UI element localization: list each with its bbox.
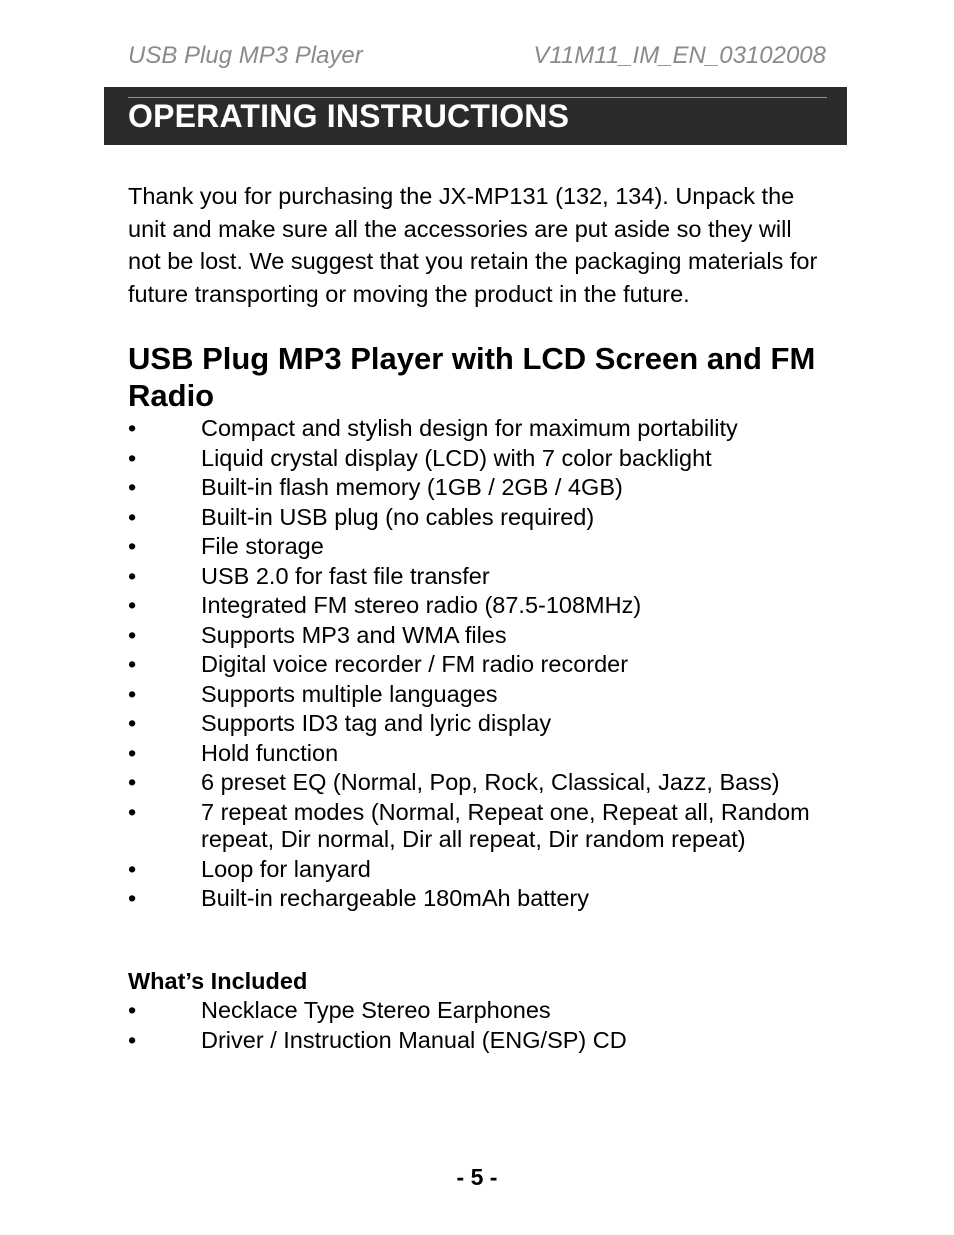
list-item (128, 622, 828, 650)
list-item-text: Built-in flash memory (1GB / 2GB / 4GB) (201, 474, 623, 500)
bullet-icon: • (128, 562, 137, 589)
list-item-text: Compact and stylish design for maximum portability (201, 415, 738, 441)
list-item-text: Loop for lanyard (201, 855, 371, 882)
list-item-text: Supports MP3 and WMA files (201, 621, 507, 648)
included-title: What’s Included (128, 968, 308, 994)
included-list (128, 997, 828, 1056)
list-item-text: Built-in USB plug (no cables required) (201, 503, 595, 530)
bullet-icon: • (128, 798, 137, 825)
list-item-text: Hold function (201, 739, 339, 766)
bullet-icon: • (128, 592, 137, 618)
list-item-text: Digital voice recorder / FM radio recorder (201, 651, 629, 677)
list-item (128, 533, 828, 561)
bullet-icon: • (128, 710, 137, 736)
feature-list (128, 415, 828, 915)
list-item (128, 769, 828, 797)
list-item (128, 885, 828, 913)
bullet-icon: • (128, 444, 137, 471)
list-item-text: Liquid crystal display (LCD) with 7 color backlight (201, 444, 712, 471)
intro-paragraph: Thank you for purchasing the JX-MP131 (132, 134). Unpack the unit and make sure all the accessories are put aside so they will not be lost. We suggest that you retain the packaging materials for future transporting or moving the product in the future. (128, 183, 818, 307)
list-item-text: 6 preset EQ (Normal, Pop, Rock, Classical, Jazz, Bass) (201, 769, 780, 795)
list-item-text: Driver / Instruction Manual (ENG/SP) CD (201, 1026, 627, 1053)
list-item-text: Supports ID3 tag and lyric display (201, 710, 552, 736)
bullet-icon: • (128, 474, 137, 500)
list-item (128, 681, 828, 709)
banner-title: OPERATING INSTRUCTIONS (128, 98, 570, 134)
list-item (128, 1027, 828, 1055)
page-number: - 5 - (456, 1164, 498, 1190)
bullet-icon: • (128, 651, 137, 677)
list-item (128, 710, 828, 738)
bullet-icon: • (128, 739, 137, 766)
list-item (128, 997, 828, 1025)
bullet-icon: • (128, 885, 137, 911)
list-item-text: Integrated FM stereo radio (87.5-108MHz) (201, 592, 642, 618)
bullet-icon: • (128, 769, 137, 795)
list-item (128, 415, 828, 443)
list-item-text: Necklace Type Stereo Earphones (201, 997, 551, 1023)
list-item (128, 799, 828, 854)
header-product-name: USB Plug MP3 Player (128, 42, 363, 69)
list-item (128, 563, 828, 591)
list-item (128, 474, 828, 502)
header-document-code: V11M11_IM_EN_03102008 (533, 42, 826, 69)
list-item-text: USB 2.0 for fast file transfer (201, 562, 490, 589)
list-item (128, 445, 828, 473)
bullet-icon: • (128, 680, 137, 707)
bullet-icon: • (128, 1026, 137, 1053)
bullet-icon: • (128, 503, 137, 530)
bullet-icon: • (128, 533, 137, 559)
bullet-icon: • (128, 415, 137, 441)
list-item (128, 856, 828, 884)
section-title: USB Plug MP3 Player with LCD Screen and FM Radio (128, 341, 816, 413)
list-item (128, 651, 828, 679)
list-item-text: Supports multiple languages (201, 680, 498, 707)
bullet-icon: • (128, 855, 137, 882)
list-item-text: 7 repeat modes (Normal, Repeat one, Repeat all, Random repeat, Dir normal, Dir all repeat, Dir random repeat) (201, 798, 810, 852)
section-banner (104, 87, 847, 145)
list-item (128, 504, 828, 532)
bullet-icon: • (128, 997, 137, 1023)
list-item (128, 740, 828, 768)
list-item-text: File storage (201, 533, 324, 559)
list-item-text: Built-in rechargeable 180mAh battery (201, 885, 589, 911)
list-item (128, 592, 828, 620)
bullet-icon: • (128, 621, 137, 648)
